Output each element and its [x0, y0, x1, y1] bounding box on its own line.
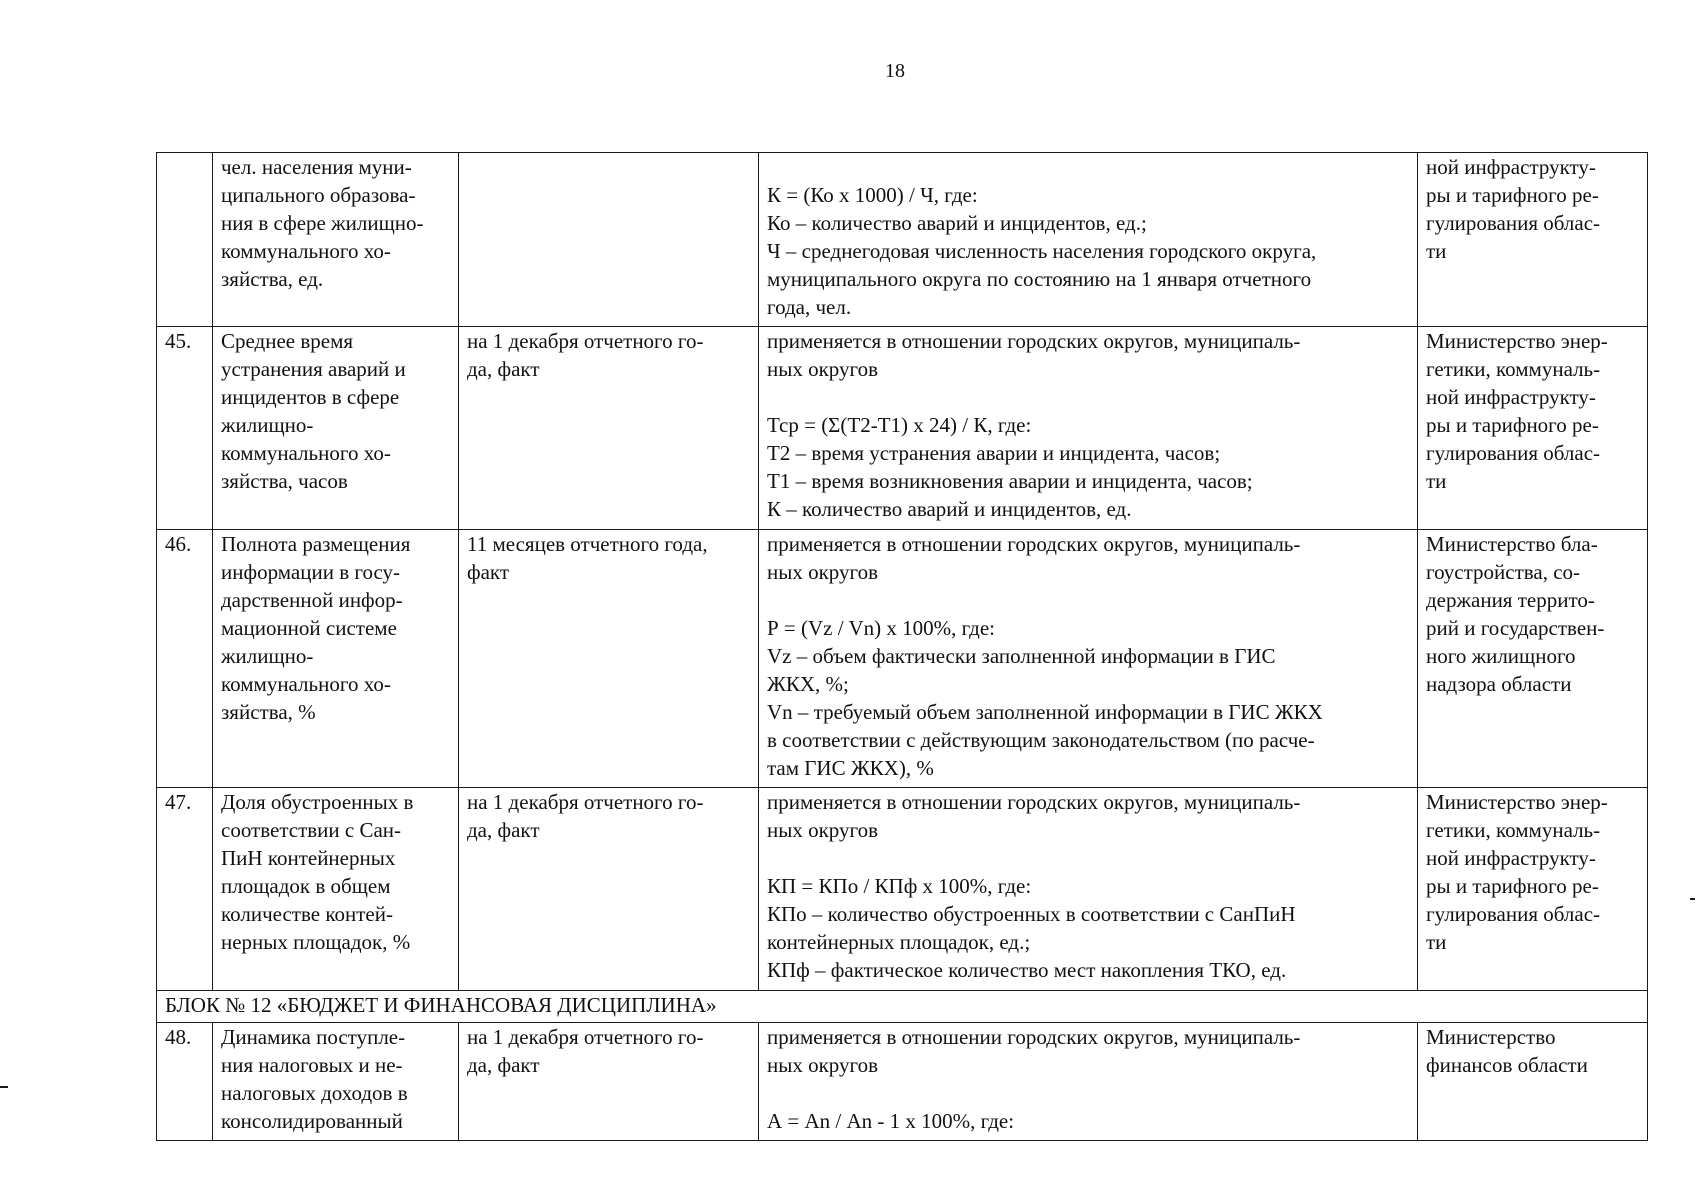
indicator-period: 11 месяцев отчетного года, факт — [459, 530, 759, 788]
page-number: 18 — [885, 60, 905, 82]
scan-edge-mark-right — [1690, 898, 1695, 900]
calculation-method: применяется в отношении городских округов, муниципаль- ных округов Р = (Vz / Vn) х 100%, где: Vz – объем фактически заполненной информации в ГИС ЖКХ, %; Vn – требуемый объем заполненной информации в ГИС ЖКХ в соответствии с действующим законодательством (по расче- там ГИС ЖКХ), % — [759, 530, 1418, 788]
table-row — [157, 327, 1648, 530]
calculation-method: применяется в отношении городских округов, муниципаль- ных округов А = Аn / Аn - 1 х 100%, где: — [759, 1023, 1418, 1141]
responsible-body: Министерство энер- гетики, коммуналь- ной инфраструкту- ры и тарифного ре- гулирования облас- ти — [1418, 327, 1648, 530]
table-row — [157, 153, 1648, 327]
indicator-name: Полнота размещения информации в госу- дарственной инфор- мационной системе жилищно- коммунального хо- зяйства, % — [213, 530, 459, 788]
indicator-name: Доля обустроенных в соответствии с Сан- ПиН контейнерных площадок в общем количестве контей- нерных площадок, % — [213, 788, 459, 991]
indicators-table — [156, 152, 1648, 1141]
row-number — [157, 153, 213, 327]
responsible-body: Министерство энер- гетики, коммуналь- ной инфраструкту- ры и тарифного ре- гулирования облас- ти — [1418, 788, 1648, 991]
scan-edge-mark-left — [0, 1086, 8, 1088]
responsible-body: Министерство финансов области — [1418, 1023, 1648, 1141]
section-title: БЛОК № 12 «БЮДЖЕТ И ФИНАНСОВАЯ ДИСЦИПЛИНА» — [157, 991, 1648, 1023]
calculation-method: К = (Ко х 1000) / Ч, где: Ко – количество аварий и инцидентов, ед.; Ч – среднегодовая численность населения городского округа, муниципального округа по состоянию на 1 января отчетного года, чел. — [759, 153, 1418, 327]
indicator-name: Среднее время устранения аварий и инцидентов в сфере жилищно- коммунального хо- зяйства, часов — [213, 327, 459, 530]
table-row — [157, 530, 1648, 788]
indicator-period: на 1 декабря отчетного го- да, факт — [459, 327, 759, 530]
row-number: 47. — [157, 788, 213, 991]
section-header-row — [157, 991, 1648, 1023]
row-number: 48. — [157, 1023, 213, 1141]
indicator-period: на 1 декабря отчетного го- да, факт — [459, 788, 759, 991]
calculation-method: применяется в отношении городских округов, муниципаль- ных округов КП = КПо / КПф х 100%, где: КПо – количество обустроенных в соответствии с СанПиН контейнерных площадок, ед.; КПф – фактическое количество мест накопления ТКО, ед. — [759, 788, 1418, 991]
calculation-method: применяется в отношении городских округов, муниципаль- ных округов Тср = (Σ(Т2-Т1) х 24) / К, где: Т2 – время устранения аварии и инцидента, часов; Т1 – время возникновения аварии и инцидента, часов; К – количество аварий и инцидентов, ед. — [759, 327, 1418, 530]
table-row — [157, 1023, 1648, 1141]
responsible-body: ной инфраструкту- ры и тарифного ре- гулирования облас- ти — [1418, 153, 1648, 327]
indicator-name: Динамика поступле- ния налоговых и не- налоговых доходов в консолидированный — [213, 1023, 459, 1141]
indicator-period — [459, 153, 759, 327]
row-number: 45. — [157, 327, 213, 530]
table-row — [157, 788, 1648, 991]
indicator-name: чел. населения муни- ципального образова- ния в сфере жилищно- коммунального хо- зяйства, ед. — [213, 153, 459, 327]
row-number: 46. — [157, 530, 213, 788]
indicator-period: на 1 декабря отчетного го- да, факт — [459, 1023, 759, 1141]
responsible-body: Министерство бла- гоустройства, со- держания террито- рий и государствен- ного жилищного надзора области — [1418, 530, 1648, 788]
